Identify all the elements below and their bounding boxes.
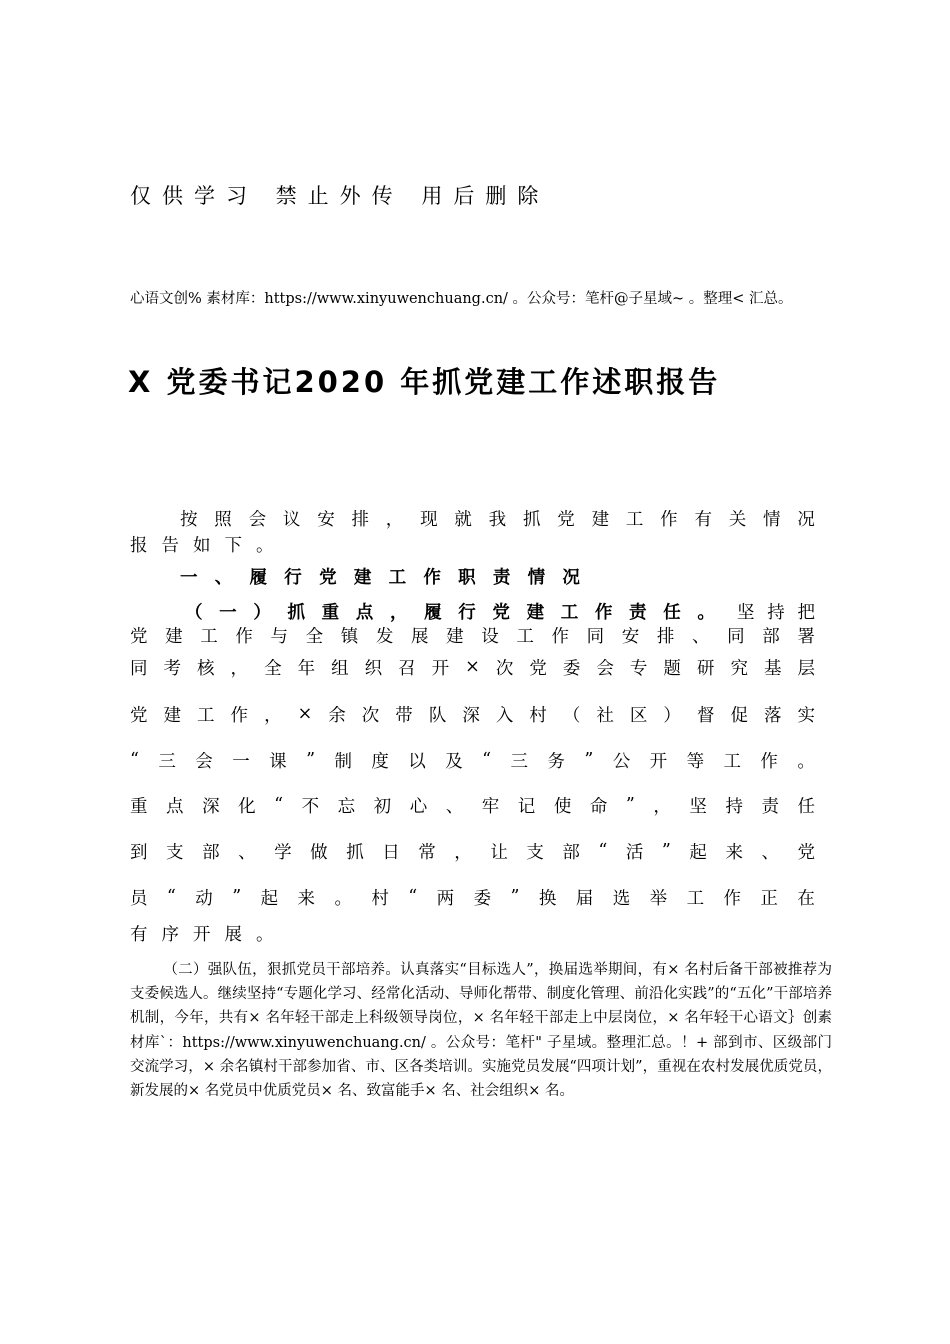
char: 会 — [596, 658, 614, 679]
char: 如 — [193, 535, 211, 556]
char: 开 — [431, 658, 450, 679]
char: 坚 — [737, 602, 755, 623]
char: 开 — [193, 924, 211, 945]
char: 工 — [560, 602, 579, 623]
char: 责 — [492, 567, 511, 588]
char: 工 — [516, 626, 534, 647]
char: ， — [264, 705, 282, 726]
char: 一 — [219, 602, 237, 623]
char: 按 — [180, 509, 198, 530]
char: （ — [185, 602, 203, 623]
char: 组 — [331, 658, 349, 679]
usage-notice: 仅供学习 禁止外传 用后删除 — [130, 184, 550, 208]
char: 起 — [260, 888, 279, 909]
char: 常 — [418, 842, 436, 863]
char: 村 — [529, 705, 547, 726]
char: 以 — [408, 751, 426, 772]
char: 。 — [256, 924, 274, 945]
char: 、 — [214, 567, 233, 588]
sub1-rest — [737, 599, 815, 624]
char: 、 — [761, 842, 779, 863]
char: 任 — [663, 602, 681, 623]
char: 忘 — [337, 796, 356, 817]
char: 区 — [629, 705, 648, 726]
body-line — [130, 747, 815, 773]
char: 。 — [797, 751, 815, 772]
char: 部 — [762, 626, 780, 647]
char: 题 — [663, 658, 681, 679]
char: 设 — [481, 626, 499, 647]
char: 履 — [424, 602, 442, 623]
char: 基 — [763, 658, 782, 679]
char: 与 — [270, 626, 288, 647]
char: 。 — [697, 602, 715, 623]
char: 届 — [575, 888, 594, 909]
char: 化 — [238, 796, 256, 817]
char: 重 — [321, 602, 340, 623]
char: ， — [230, 658, 249, 679]
char: 作 — [235, 626, 253, 647]
char: 心 — [409, 796, 428, 817]
char: 作 — [423, 567, 441, 588]
char: × — [297, 704, 313, 724]
char: 考 — [163, 658, 182, 679]
char: 、 — [238, 842, 256, 863]
char: 支 — [166, 842, 184, 863]
char: 排 — [351, 509, 369, 530]
char: 部 — [562, 842, 580, 863]
char: 。 — [256, 535, 274, 556]
char: 社 — [596, 705, 614, 726]
char: 情 — [527, 567, 546, 588]
char: 排 — [656, 626, 675, 647]
char: 照 — [214, 509, 232, 530]
char: 记 — [517, 796, 536, 817]
char: 务 — [547, 751, 565, 772]
char: 把 — [797, 602, 815, 623]
char: 日 — [382, 842, 400, 863]
char: 署 — [797, 626, 815, 647]
char: 、 — [692, 626, 710, 647]
char: 行 — [284, 567, 302, 588]
char: 工 — [625, 509, 644, 530]
char: 一 — [180, 567, 198, 588]
char: ） — [663, 705, 681, 726]
body-line — [130, 622, 815, 648]
char: 研 — [696, 658, 715, 679]
char: 安 — [317, 509, 335, 530]
char: 全 — [305, 626, 324, 647]
char: 三 — [158, 751, 176, 772]
char: 作 — [594, 602, 613, 623]
char: 点 — [355, 602, 374, 623]
char: 余 — [328, 705, 346, 726]
sub1-line — [185, 598, 815, 624]
char: 坚 — [689, 796, 707, 817]
char: 情 — [763, 509, 781, 530]
char: 工 — [200, 626, 218, 647]
char: 次 — [495, 658, 514, 679]
char: 动 — [195, 888, 213, 909]
char: 起 — [689, 842, 707, 863]
char: 、 — [445, 796, 464, 817]
char: 队 — [428, 705, 447, 726]
char: 督 — [696, 705, 715, 726]
char: 促 — [730, 705, 748, 726]
char: 议 — [282, 509, 301, 530]
char: 同 — [130, 658, 148, 679]
char: 学 — [274, 842, 292, 863]
char: 在 — [797, 888, 815, 909]
char: 有 — [694, 509, 712, 530]
char: 员 — [130, 888, 148, 909]
char: 开 — [649, 751, 668, 772]
char: 党 — [130, 705, 148, 726]
char: “ — [166, 887, 176, 907]
char: 序 — [161, 924, 179, 945]
char: 报 — [130, 535, 148, 556]
char: 关 — [728, 509, 747, 530]
body-line — [130, 838, 815, 864]
char: 同 — [586, 626, 605, 647]
intro-line-2 — [130, 531, 274, 557]
char: 入 — [495, 705, 514, 726]
char: 支 — [526, 842, 544, 863]
char: 活 — [625, 842, 644, 863]
char: 建 — [163, 705, 182, 726]
char: 等 — [686, 751, 705, 772]
char: 核 — [197, 658, 215, 679]
char: 工 — [388, 567, 407, 588]
char: 落 — [763, 705, 782, 726]
char: × — [465, 657, 480, 677]
char: 作 — [230, 705, 249, 726]
char: 两 — [436, 888, 455, 909]
char: 职 — [458, 567, 476, 588]
char: ” — [306, 750, 316, 770]
char: 任 — [797, 796, 815, 817]
intro-line-1 — [180, 505, 815, 531]
sub1-heading — [185, 599, 715, 624]
char: 换 — [538, 888, 557, 909]
section1-heading — [180, 563, 580, 589]
char: 作 — [723, 888, 741, 909]
char: 党 — [529, 658, 547, 679]
char: 现 — [420, 509, 438, 530]
char: 党 — [130, 626, 148, 647]
char: ） — [253, 602, 271, 623]
char: 举 — [649, 888, 668, 909]
char: 全 — [264, 658, 282, 679]
char: ， — [389, 602, 408, 623]
char: ” — [510, 887, 520, 907]
char: 命 — [589, 796, 608, 817]
char: ” — [625, 795, 635, 815]
char: 建 — [446, 626, 464, 647]
char: 正 — [760, 888, 778, 909]
body-line — [130, 792, 815, 818]
char: 次 — [361, 705, 380, 726]
char: 牢 — [481, 796, 500, 817]
char: 会 — [195, 751, 213, 772]
char: 况 — [797, 509, 815, 530]
char: 选 — [612, 888, 631, 909]
char: 况 — [562, 567, 580, 588]
char: 党 — [319, 567, 337, 588]
char: “ — [130, 750, 139, 770]
body-line — [130, 884, 815, 910]
char: 责 — [629, 602, 647, 623]
char: 一 — [232, 751, 250, 772]
char: 同 — [727, 626, 745, 647]
char: ， — [653, 796, 671, 817]
char: 公 — [612, 751, 631, 772]
char: 建 — [353, 567, 372, 588]
char: 会 — [248, 509, 267, 530]
char: 党 — [797, 842, 815, 863]
char: ， — [385, 509, 404, 530]
char: 行 — [458, 602, 476, 623]
char: 实 — [797, 705, 815, 726]
char: 持 — [725, 796, 743, 817]
char: 安 — [621, 626, 640, 647]
char: 镇 — [340, 626, 359, 647]
char: 建 — [526, 602, 545, 623]
char: 初 — [373, 796, 392, 817]
char: 我 — [488, 509, 507, 530]
char: “ — [408, 887, 418, 907]
char: 究 — [730, 658, 748, 679]
char: “ — [482, 750, 492, 770]
char: 让 — [490, 842, 508, 863]
char: 作 — [660, 509, 678, 530]
char: 度 — [371, 751, 389, 772]
char: 专 — [629, 658, 648, 679]
char: 责 — [761, 796, 779, 817]
page-title: X 党委书记2020 年抓党建工作述职报告 — [128, 365, 721, 399]
char: 织 — [364, 658, 383, 679]
char: 抓 — [522, 509, 541, 530]
section1-paragraph-2: （二）强队伍，狠抓党员干部培养。认真落实“目标选人”，换届选举期间，有× 名村后备干部被推荐为支委候选人。继续坚持“专题化学习、经常化活动、导师化帮带、制度化管理、前沿化实践”的“五化”干部培养机制，今年，共有× 名年轻干部走上科级领导岗位，× 名年轻干部走上中层岗位，× 名年轻干心语文｝创素材库`：https://www.xinyuwenchuang.cn/ 。公众号：笔杆" 子星域。整理汇总。！+ 部到市、区级部门交流学习，× 余名镇村干部参加省、市、区各类培训。实施党员发展“四项计划”，重视在农村发展优质党员，新发展的× 名党员中优质党员× 名、致富能手× 名、社会组织× 名。 — [130, 962, 832, 1100]
char: 。 — [334, 888, 352, 909]
char: 发 — [375, 626, 394, 647]
char: 课 — [269, 751, 287, 772]
char: 不 — [301, 796, 320, 817]
body-line — [130, 920, 274, 946]
char: 委 — [562, 658, 581, 679]
char: 三 — [510, 751, 528, 772]
char: 作 — [760, 751, 778, 772]
char: 带 — [395, 705, 413, 726]
char: 深 — [202, 796, 220, 817]
char: 召 — [398, 658, 416, 679]
char: ” — [584, 750, 594, 770]
char: ， — [454, 842, 472, 863]
char: 委 — [473, 888, 492, 909]
body-line — [130, 701, 815, 727]
char: ” — [661, 841, 671, 861]
char: 重 — [130, 796, 148, 817]
source-line: 心语文创% 素材库：https://www.xinyuwenchuang.cn/ 。公众号：笔杆@子星域~ 。整理< 汇总。 — [130, 291, 793, 307]
char: 点 — [166, 796, 184, 817]
char: 年 — [297, 658, 316, 679]
char: 下 — [224, 535, 242, 556]
char: 作 — [551, 626, 569, 647]
char: （ — [562, 705, 581, 726]
char: 层 — [797, 658, 815, 679]
char: 建 — [591, 509, 610, 530]
char: 就 — [454, 509, 472, 530]
char: 工 — [197, 705, 215, 726]
char: 履 — [249, 567, 268, 588]
char: 展 — [411, 626, 429, 647]
char: 党 — [492, 602, 510, 623]
char: 有 — [130, 924, 148, 945]
char: 部 — [202, 842, 220, 863]
char: “ — [598, 841, 608, 861]
char: 展 — [224, 924, 242, 945]
char: “ — [274, 795, 284, 815]
char: 及 — [445, 751, 463, 772]
char: 村 — [371, 888, 389, 909]
char: 来 — [725, 842, 743, 863]
char: 深 — [462, 705, 480, 726]
char: 抓 — [287, 602, 305, 623]
body-line — [130, 654, 815, 680]
char: 使 — [553, 796, 572, 817]
char: ” — [232, 887, 242, 907]
char: 来 — [297, 888, 316, 909]
char: 制 — [334, 751, 352, 772]
char: 持 — [767, 602, 785, 623]
char: 抓 — [346, 842, 364, 863]
char: 建 — [165, 626, 183, 647]
char: 工 — [723, 751, 741, 772]
char: 到 — [130, 842, 148, 863]
char: 党 — [557, 509, 575, 530]
char: 工 — [686, 888, 705, 909]
char: 告 — [161, 535, 179, 556]
char: 做 — [310, 842, 328, 863]
